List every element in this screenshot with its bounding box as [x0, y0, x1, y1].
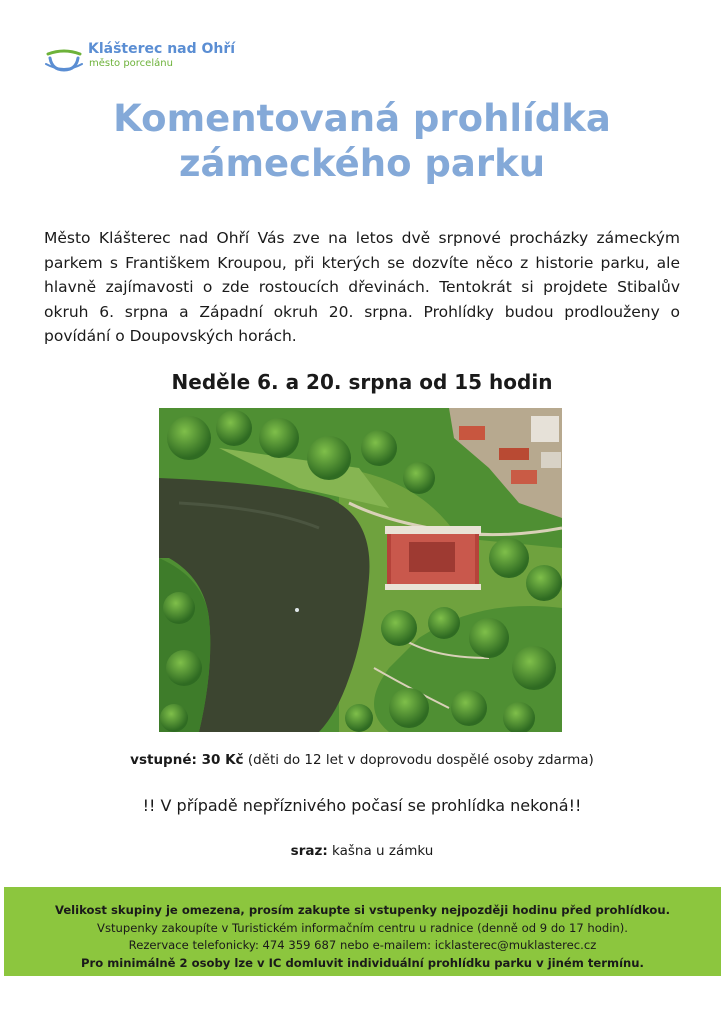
- title-line-1: Komentovaná prohlídka: [113, 97, 611, 140]
- meeting-place: kašna u zámku: [327, 843, 434, 859]
- porcelain-cup-icon: [44, 42, 84, 72]
- logo-subtitle: město porcelánu: [89, 58, 173, 69]
- weather-notice: !! V případě nepříznivého počasí se prohlídka nekoná!!: [142, 796, 582, 815]
- intro-paragraph: Město Klášterec nad Ohří Vás zve na letos dvě srpnové procházky zámeckým parkem s Františkem Kroupou, při kterých se dozvíte něco z historie parku, ale hlavně zajímavosti o zde rostoucích dřevinách. Tentokrát si projdete Stibalův okruh 6. srpna a Západní okruh 20. srpna. Prohlídky budou prodlouženy o povídání o Doupovských horách.: [44, 229, 680, 345]
- admission-fee: [40, 752, 684, 768]
- meeting-label: sraz:: [290, 843, 328, 859]
- meeting-point: [40, 843, 684, 859]
- info-banner: [4, 887, 721, 976]
- aerial-park-photo: [159, 408, 562, 732]
- title-line-2: zámeckého parku: [178, 142, 546, 185]
- city-logo: [44, 40, 264, 74]
- fee-label: vstupné: 30 Kč: [130, 752, 244, 768]
- banner-line-2: Vstupenky zakoupíte v Turistickém informačním centru u radnice (denně od 9 do 17 hodin).: [97, 920, 628, 935]
- page-title: [40, 96, 684, 186]
- fee-note: (děti do 12 let v doprovodu dospělé osoby zdarma): [243, 752, 594, 768]
- event-date: Neděle 6. a 20. srpna od 15 hodin: [171, 370, 553, 394]
- banner-line-1: Velikost skupiny je omezena, prosím zakupte si vstupenky nejpozději hodinu před prohlídkou.: [54, 903, 671, 917]
- banner-line-4: Pro minimálně 2 osoby lze v IC domluvit individuální prohlídku parku v jiném termínu.: [81, 955, 644, 970]
- logo-title: Klášterec nad Ohří: [88, 41, 236, 57]
- banner-line-3: Rezervace telefonicky: 474 359 687 nebo e-mailem: icklasterec@muklasterec.cz: [128, 938, 597, 952]
